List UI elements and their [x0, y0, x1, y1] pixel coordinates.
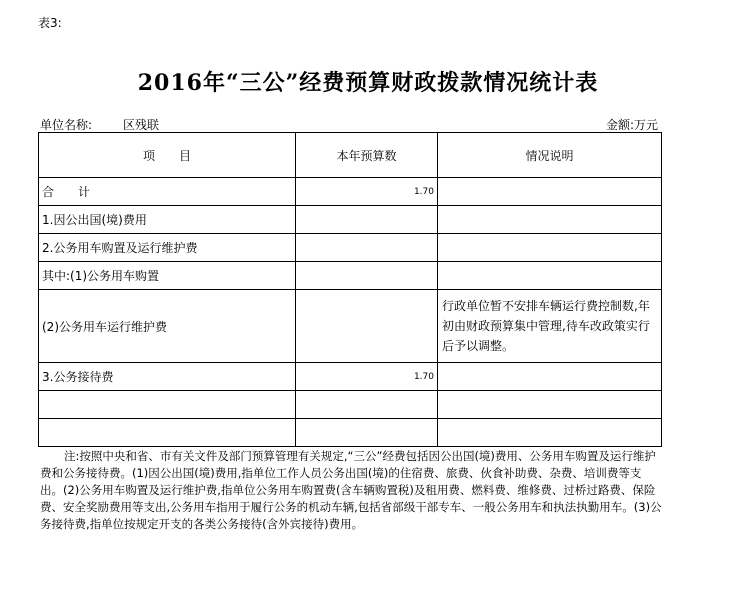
amount-unit-label: 金额:万元: [605, 118, 658, 132]
header-description: 情况说明: [438, 133, 662, 178]
header-budget: 本年预算数: [296, 133, 438, 178]
row-budget: [296, 290, 438, 363]
footnote-text: 注:按照中央和省、市有关文件及部门预算管理有关规定,“三公”经费包括因公出国(境)费用、公务用车购置及运行维护费和公务接待费。(1)因公出国(境)费用,指单位工作人员公务出国(境)的住宿费、旅费、伙食补助费、杂费、培训费等支出。(2)公务用车购置及运行维护费,指单位公务用车购置费(含车辆购置税)及租用费、燃料费、维修费、过桥过路费、保险费、安全奖励费用等支出,公务用车指用于履行公务的机动车辆,包括省部级干部专车、一般公务用车和执法执勤用车。(3)公务接待费,指单位按规定开支的各类公务接待(含外宾接待)费用。: [40, 449, 662, 531]
row-item: 其中:(1)公务用车购置: [39, 262, 296, 290]
row-description: [438, 391, 662, 419]
row-budget: [296, 419, 438, 447]
table-header-row: [39, 133, 662, 178]
row-budget: [296, 234, 438, 262]
table-number-label: 表3:: [38, 16, 62, 30]
row-description: [438, 234, 662, 262]
row-description: [438, 363, 662, 391]
row-item: 合 计: [39, 178, 296, 206]
row-item: [39, 391, 296, 419]
row-item: 2.公务用车购置及运行维护费: [39, 234, 296, 262]
row-item: 3.公务接待费: [39, 363, 296, 391]
budget-table: [38, 132, 662, 447]
row-description: [438, 206, 662, 234]
row-description: [438, 419, 662, 447]
row-description: [438, 178, 662, 206]
row-budget: [296, 262, 438, 290]
row-budget: 1.70: [296, 178, 438, 206]
table-row: [39, 206, 662, 234]
table-row: [39, 290, 662, 363]
unit-name-value: 区残联: [123, 118, 160, 132]
table-row: [39, 391, 662, 419]
page-title: 2016年“三公”经费预算财政拨款情况统计表: [137, 70, 599, 96]
row-item: 1.因公出国(境)费用: [39, 206, 296, 234]
row-description: 行政单位暂不安排车辆运行费控制数,年初由财政预算集中管理,待车改政策实行后予以调整。: [438, 290, 662, 363]
row-description: [438, 262, 662, 290]
row-budget: 1.70: [296, 363, 438, 391]
row-item: (2)公务用车运行维护费: [39, 290, 296, 363]
header-item: 项 目: [39, 133, 296, 178]
row-item: [39, 419, 296, 447]
table-row: [39, 178, 662, 206]
row-budget: [296, 206, 438, 234]
unit-name-label: 单位名称:: [40, 118, 93, 132]
table-row: [39, 363, 662, 391]
table-row: [39, 262, 662, 290]
table-row: [39, 419, 662, 447]
table-row: [39, 234, 662, 262]
row-budget: [296, 391, 438, 419]
footnote: [40, 448, 662, 533]
